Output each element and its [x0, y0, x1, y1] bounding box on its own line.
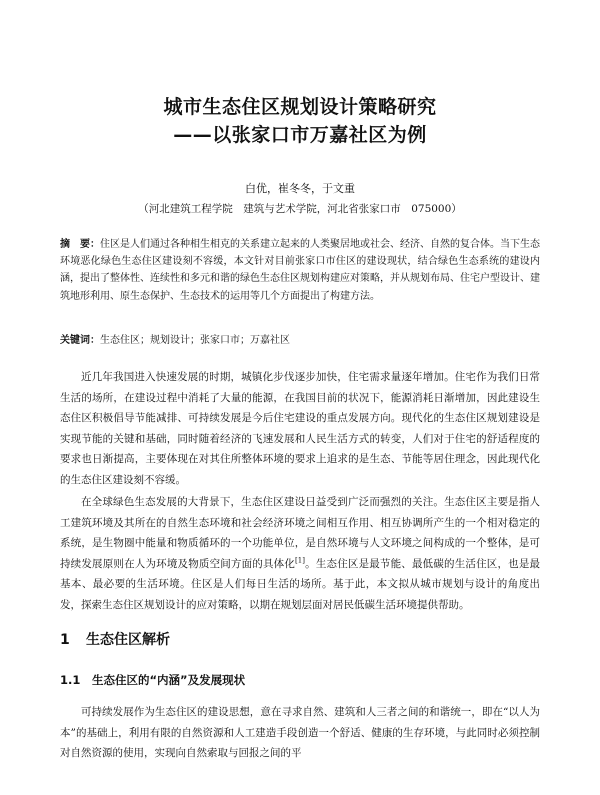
title-line-2: ——以张家口市万嘉社区为例: [173, 124, 427, 146]
title-line-1: 城市生态住区规划设计策略研究: [163, 96, 437, 118]
paragraph-2-text-a: 在全球绿色生态发展的大背景下，生态住区建设日益受到广泛而强烈的关注。生态住区主要是指人工建筑环境及其所在的自然生态环境和社会经济环境之间相互作用、相互协调所产生的一个相对稳定的系统，是生物圈中能量和物质循环的一个功能单位，是自然环境与人文环境之间构成的一个整体，是可持续发展原则在人为环境及物质空间方面的具体化: [60, 496, 540, 570]
abstract: [60, 236, 540, 305]
affiliation: （河北建筑工程学院 建筑与艺术学院，河北省张家口市 075000）: [138, 203, 462, 215]
section-1-heading: [60, 629, 170, 649]
section-1-1-title: 生态住区的“内涵”及发展现状: [92, 673, 246, 687]
citation-ref: [1]: [295, 556, 305, 565]
section-1-1-heading: [60, 672, 245, 688]
authors: 白优，崔冬冬，于文重: [245, 182, 355, 195]
paragraph-2: [60, 492, 540, 616]
abstract-text: 住区是人们通过各种相生相克的关系建立起来的人类聚居地或社会、经济、自然的复合体。当下生态环境恶化绿色生态住区建设刻不容缓，本文针对目前张家口市住区的建设现状，结合绿色生态系统的建设内涵，提出了整体性、连续性和多元和谐的绿色生态住区规划构建应对策略，并从规划布局、住宅户型设计、建筑地形利用、原生态保护、生态技术的运用等几个方面提出了构建方法。: [60, 239, 540, 302]
paragraph-2-text-b: 。生态住区是最节能、最低碳的生活住区，也是最基本、最必要的生活环境。住区是人们每日生活的场所。基于此，本文拟从城市规划与设计的角度出发，探索生态住区规划设计的应对策略，以期在规划层面对居民低碳生活环境提供帮助。: [60, 557, 541, 611]
section-1-1-number: 1.1: [60, 673, 81, 687]
keywords: [60, 334, 540, 348]
section-1-number: 1: [60, 632, 70, 648]
keywords-label: 关键词：: [60, 335, 100, 346]
keywords-text: 生态住区；规划设计；张家口市；万嘉社区: [100, 335, 290, 346]
section-1-title: 生态住区解析: [86, 632, 170, 648]
paragraph-1: 近几年我国进入快速发展的时期，城镇化步伐逐步加快，住宅需求量逐年增加。住宅作为我们日常生活的场所，在建设过程中消耗了大量的能源，在我国目前的状况下，能源消耗日渐增加，因此建设生态住区积极倡导节能减排、可持续发展是今后住宅建设的重点发展方向。现代化的生态住区规划建设是实现节能的关键和基础，同时随着经济的飞速发展和人民生活方式的转变，人们对于住宅的舒适程度的要求也日渐提高，主要体现在对其住所整体环境的要求上追求的是生态、节能等居住理念，因此现代化的生态住区建设刻不容缓。: [60, 371, 540, 486]
paragraph-3: 可持续发展作为生态住区的建设思想，意在寻求自然、建筑和人三者之间的和谐统一，即在“以人为本”的基础上，利用有限的自然资源和人工建造手段创造一个舒适、健康的生存环境，与此同时必须控制对自然资源的使用，实现向自然索取与回报之间的平: [60, 706, 540, 760]
abstract-label: 摘 要：: [60, 239, 100, 250]
